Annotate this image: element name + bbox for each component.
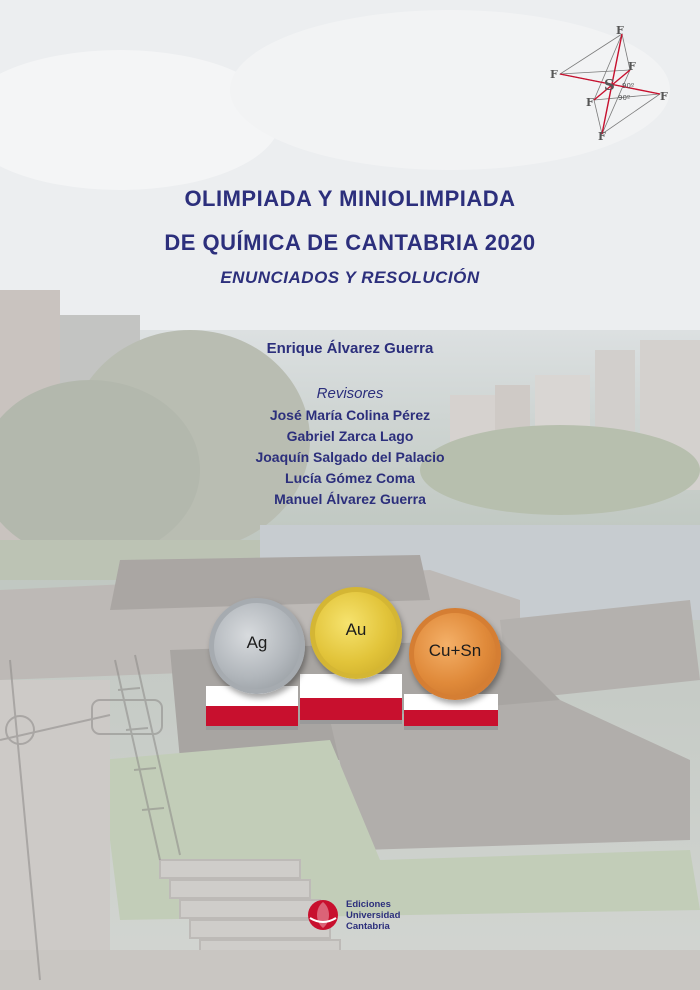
reviewer-name: Joaquín Salgado del Palacio — [255, 449, 445, 465]
bronze-medal — [409, 608, 501, 700]
publisher-emblem-icon — [306, 898, 340, 932]
fluorine-atom-left: F — [550, 68, 558, 81]
reviewer-name: Lucía Gómez Coma — [285, 470, 415, 486]
reviewer-name: José María Colina Pérez — [269, 407, 431, 423]
fluorine-atom-top: F — [616, 24, 624, 37]
fluorine-atom-right: F — [660, 90, 668, 103]
gold-medal — [310, 587, 402, 679]
title-line-2: DE QUÍMICA DE CANTABRIA 2020 — [164, 230, 536, 255]
publisher-logo — [306, 898, 400, 932]
angle-label-lower: 90º — [618, 94, 631, 102]
publisher-line-3: Cantabria — [346, 920, 390, 932]
silver-medal-label: Ag — [246, 633, 268, 652]
author-name: Enrique Álvarez Guerra — [266, 340, 434, 357]
fluorine-atom-back: F — [628, 60, 636, 73]
reviewer-name: Manuel Álvarez Guerra — [274, 491, 426, 507]
silver-medal — [209, 598, 305, 694]
publisher-line-1: Ediciones — [346, 898, 391, 910]
sulfur-atom: S — [604, 76, 615, 94]
podium-gold-step — [300, 674, 402, 724]
gold-medal-label: Au — [345, 620, 367, 639]
reviewer-name: Gabriel Zarca Lago — [286, 428, 414, 444]
reviewers-heading: Revisores — [316, 385, 384, 402]
fluorine-atom-front: F — [586, 96, 594, 109]
publisher-line-2: Universidad — [346, 909, 401, 921]
title-line-1: OLIMPIADA Y MINIOLIMPIADA — [184, 186, 516, 211]
fluorine-atom-bottom: F — [598, 130, 606, 142]
subtitle: ENUNCIADOS Y RESOLUCIÓN — [220, 268, 480, 287]
angle-label-upper: 90º — [622, 82, 635, 90]
bronze-medal-label: Cu+Sn — [428, 641, 482, 660]
